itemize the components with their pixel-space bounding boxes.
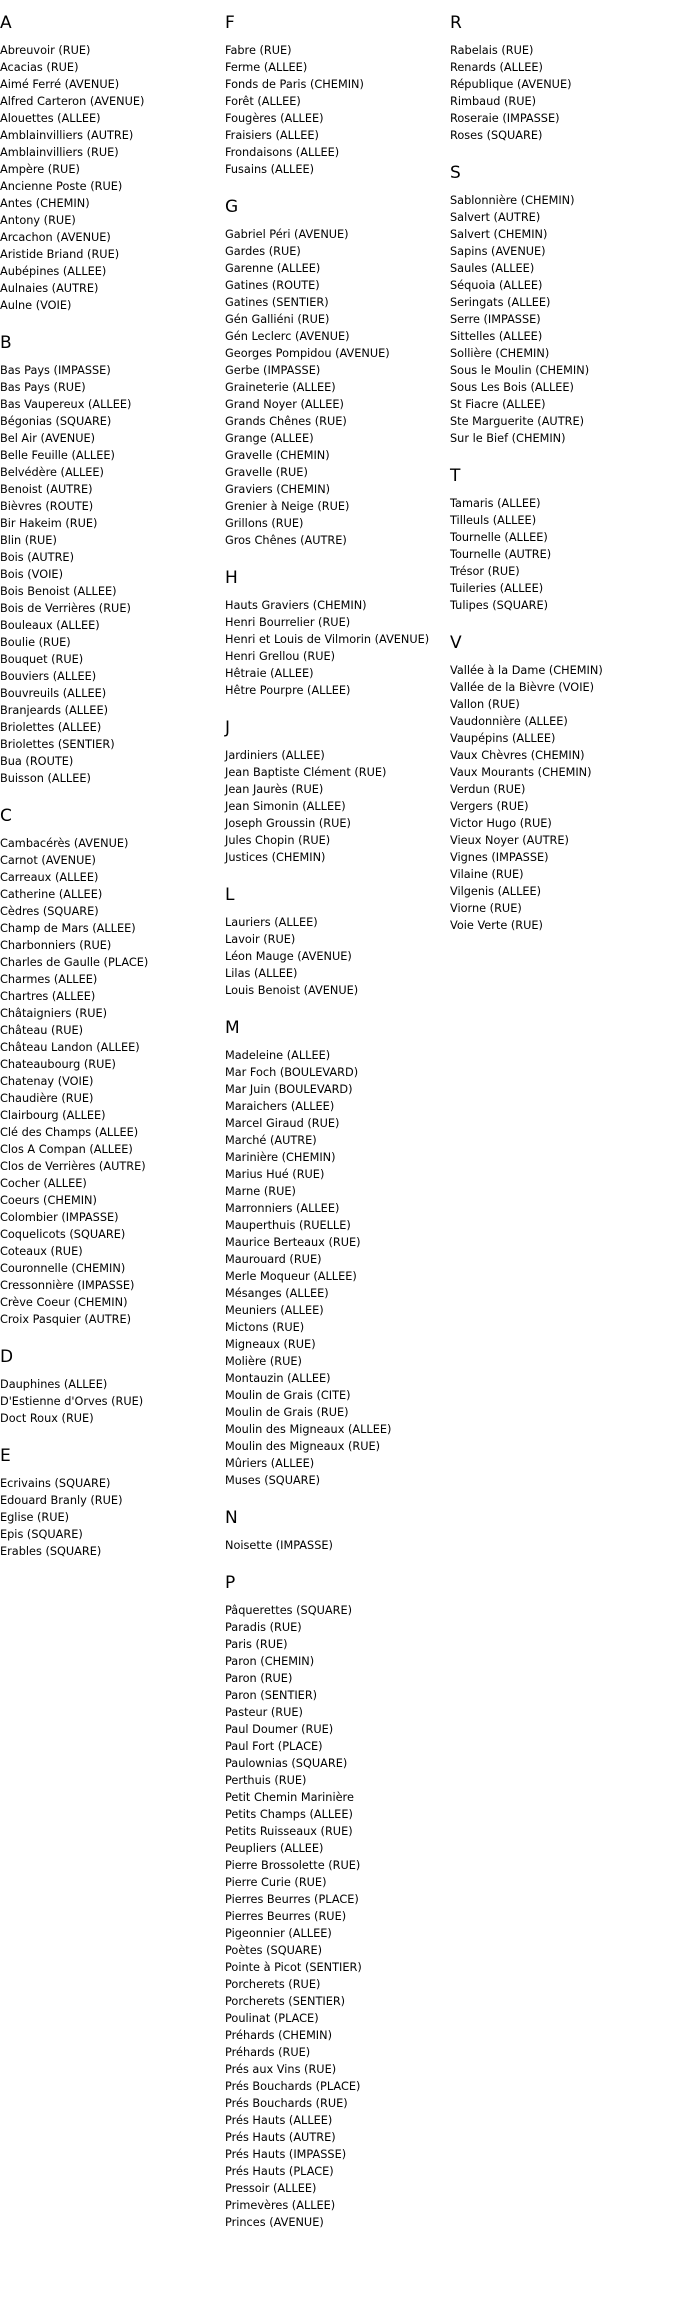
street-entry: Château Landon (ALLEE): [0, 1041, 140, 1054]
street-entry: Ferme (ALLEE): [225, 61, 308, 74]
section-letter-heading: S: [450, 163, 461, 183]
street-entry: Branjeards (ALLEE): [0, 704, 108, 717]
street-entry: Petit Chemin Marinière: [225, 1791, 354, 1804]
street-entry: Marronniers (ALLEE): [225, 1202, 340, 1215]
section-letter-heading: G: [225, 197, 239, 217]
street-entry: Benoist (AUTRE): [0, 483, 93, 496]
street-entry: Perthuis (RUE): [225, 1774, 307, 1787]
street-entry: Gén Galliéni (RUE): [225, 313, 330, 326]
section-letter-heading: F: [225, 13, 235, 33]
street-entry: Vaupépins (ALLEE): [450, 732, 556, 745]
street-entry: Muses (SQUARE): [225, 1474, 321, 1487]
street-entry: Aulnaies (AUTRE): [0, 282, 99, 295]
street-entry: Marius Hué (RUE): [225, 1168, 325, 1181]
letter-section: [225, 1018, 445, 1489]
street-entry: Arcachon (AVENUE): [0, 231, 111, 244]
letter-section: [0, 333, 220, 787]
street-entry: Coteaux (RUE): [0, 1245, 83, 1258]
street-entry: Vaux Chèvres (CHEMIN): [450, 749, 585, 762]
street-entry: Charles de Gaulle (PLACE): [0, 956, 149, 969]
street-entry: Gatines (SENTIER): [225, 296, 329, 309]
section-letter-heading: C: [0, 806, 12, 826]
street-entry: Renards (ALLEE): [450, 61, 543, 74]
street-entry: Belvédère (ALLEE): [0, 466, 104, 479]
street-entry: Buisson (ALLEE): [0, 772, 91, 785]
section-letter-heading: P: [225, 1573, 236, 1593]
street-entry: Molière (RUE): [225, 1355, 302, 1368]
street-entry: Fraisiers (ALLEE): [225, 129, 319, 142]
street-entry: Serre (IMPASSE): [450, 313, 541, 326]
street-entry: Rabelais (RUE): [450, 44, 534, 57]
section-letter-heading: V: [450, 633, 462, 653]
street-entry: Ancienne Poste (RUE): [0, 180, 123, 193]
index-column-3: [450, 4, 670, 953]
letter-section: [0, 806, 220, 1328]
street-entry: Maurice Berteaux (RUE): [225, 1236, 361, 1249]
street-entry: Préhards (CHEMIN): [225, 2029, 333, 2042]
street-entry: Gén Leclerc (AVENUE): [225, 330, 350, 343]
street-entry: Joseph Groussin (RUE): [225, 817, 351, 830]
street-entry: Erables (SQUARE): [0, 1545, 102, 1558]
street-entry: Croix Pasquier (AUTRE): [0, 1313, 132, 1326]
street-entry: Sur le Bief (CHEMIN): [450, 432, 566, 445]
street-entry: Bégonias (SQUARE): [0, 415, 112, 428]
street-entry: Bir Hakeim (RUE): [0, 517, 98, 530]
street-entry: Carnot (AVENUE): [0, 854, 96, 867]
street-entry: Aubépines (ALLEE): [0, 265, 107, 278]
street-entry: Préhards (RUE): [225, 2046, 311, 2059]
street-entry: Vaux Mourants (CHEMIN): [450, 766, 592, 779]
street-entry: Madeleine (ALLEE): [225, 1049, 331, 1062]
street-entry: Coquelicots (SQUARE): [0, 1228, 126, 1241]
street-entry: Blin (RUE): [0, 534, 57, 547]
street-entry: Paul Fort (PLACE): [225, 1740, 323, 1753]
street-entry: Petits Ruisseaux (RUE): [225, 1825, 353, 1838]
street-entry: Prés Hauts (ALLEE): [225, 2114, 333, 2127]
street-entry: Gravelle (CHEMIN): [225, 449, 330, 462]
letter-section: [225, 1508, 445, 1554]
street-entry: Vallée de la Bièvre (VOIE): [450, 681, 595, 694]
street-entry: Carreaux (ALLEE): [0, 871, 99, 884]
street-entry: Cressonnière (IMPASSE): [0, 1279, 135, 1292]
street-entry: Sittelles (ALLEE): [450, 330, 543, 343]
street-entry: Catherine (ALLEE): [0, 888, 103, 901]
letter-section: [0, 13, 220, 314]
section-letter-heading: T: [450, 466, 461, 486]
street-entry: Migneaux (RUE): [225, 1338, 316, 1351]
street-entry: Justices (CHEMIN): [225, 851, 326, 864]
street-entry: Paron (RUE): [225, 1672, 293, 1685]
street-entry: Victor Hugo (RUE): [450, 817, 552, 830]
street-entry: Chateaubourg (RUE): [0, 1058, 116, 1071]
street-entry: Vignes (IMPASSE): [450, 851, 549, 864]
street-entry: Merle Moqueur (ALLEE): [225, 1270, 357, 1283]
street-entry: Grillons (RUE): [225, 517, 304, 530]
street-entry: Mictons (RUE): [225, 1321, 305, 1334]
street-entry: Bas Pays (RUE): [0, 381, 86, 394]
street-entry: Mûriers (ALLEE): [225, 1457, 315, 1470]
street-entry: Salvert (AUTRE): [450, 211, 541, 224]
street-entry: Epis (SQUARE): [0, 1528, 83, 1541]
street-entry: Abreuvoir (RUE): [0, 44, 91, 57]
street-entry: Roses (SQUARE): [450, 129, 543, 142]
section-letter-heading: B: [0, 333, 12, 353]
street-entry: Louis Benoist (AVENUE): [225, 984, 359, 997]
street-entry: Forêt (ALLEE): [225, 95, 301, 108]
street-entry: Vergers (RUE): [450, 800, 529, 813]
street-entry: Paradis (RUE): [225, 1621, 302, 1634]
street-entry: Sollière (CHEMIN): [450, 347, 550, 360]
street-entry: Crève Coeur (CHEMIN): [0, 1296, 128, 1309]
street-entry: Château (RUE): [0, 1024, 84, 1037]
street-entry: Grands Chênes (RUE): [225, 415, 347, 428]
street-entry: Moulin de Grais (CITE): [225, 1389, 351, 1402]
street-entry: Chatenay (VOIE): [0, 1075, 94, 1088]
letter-section: [0, 1347, 220, 1427]
street-entry: Chaudière (RUE): [0, 1092, 94, 1105]
street-entry: Graineterie (ALLEE): [225, 381, 336, 394]
street-entry: Coeurs (CHEMIN): [0, 1194, 97, 1207]
street-entry: Hauts Graviers (CHEMIN): [225, 599, 367, 612]
street-entry: Jardiniers (ALLEE): [225, 749, 325, 762]
street-entry: Vilgenis (ALLEE): [450, 885, 542, 898]
section-letter-heading: E: [0, 1446, 11, 1466]
street-entry: Peupliers (ALLEE): [225, 1842, 324, 1855]
section-letter-heading: D: [0, 1347, 14, 1367]
index-column-1: [0, 4, 220, 1579]
street-entry: Sous Les Bois (ALLEE): [450, 381, 574, 394]
street-entry: Bois (AUTRE): [0, 551, 74, 564]
section-letter-heading: N: [225, 1508, 238, 1528]
street-entry: Alfred Carteron (AVENUE): [0, 95, 145, 108]
street-entry: Bas Vaupereux (ALLEE): [0, 398, 132, 411]
letter-section: [450, 633, 670, 934]
street-entry: Marne (RUE): [225, 1185, 296, 1198]
street-entry: Garenne (ALLEE): [225, 262, 321, 275]
street-entry: Princes (AVENUE): [225, 2216, 324, 2229]
street-entry: Clairbourg (ALLEE): [0, 1109, 106, 1122]
street-entry: République (AVENUE): [450, 78, 572, 91]
street-entry: Séquoia (ALLEE): [450, 279, 543, 292]
street-entry: Maraichers (ALLEE): [225, 1100, 335, 1113]
street-entry: Pierres Beurres (PLACE): [225, 1893, 359, 1906]
street-entry: Moulin des Migneaux (RUE): [225, 1440, 381, 1453]
street-entry: Meuniers (ALLEE): [225, 1304, 324, 1317]
street-entry: Prés aux Vins (RUE): [225, 2063, 337, 2076]
street-entry: Pressoir (ALLEE): [225, 2182, 317, 2195]
street-entry: Prés Bouchards (RUE): [225, 2097, 348, 2110]
street-entry: Clos de Verrières (AUTRE): [0, 1160, 146, 1173]
street-entry: Tournelle (AUTRE): [450, 548, 552, 561]
street-entry: Bois de Verrières (RUE): [0, 602, 131, 615]
street-entry: Jean Simonin (ALLEE): [225, 800, 346, 813]
street-entry: Fougères (ALLEE): [225, 112, 324, 125]
street-entry: Salvert (CHEMIN): [450, 228, 548, 241]
street-entry: Doct Roux (RUE): [0, 1412, 94, 1425]
street-entry: Porcherets (SENTIER): [225, 1995, 346, 2008]
street-entry: Pasteur (RUE): [225, 1706, 303, 1719]
street-entry: Saules (ALLEE): [450, 262, 535, 275]
street-entry: Mar Foch (BOULEVARD): [225, 1066, 359, 1079]
section-letter-heading: J: [225, 718, 231, 738]
street-entry: Fonds de Paris (CHEMIN): [225, 78, 364, 91]
street-entry: Prés Hauts (AUTRE): [225, 2131, 336, 2144]
street-entry: Vilaine (RUE): [450, 868, 524, 881]
letter-section: [225, 1573, 445, 2231]
street-entry: Graviers (CHEMIN): [225, 483, 331, 496]
street-entry: Tuileries (ALLEE): [450, 582, 544, 595]
street-entry: Fusains (ALLEE): [225, 163, 315, 176]
street-entry: Gardes (RUE): [225, 245, 301, 258]
street-entry: Jean Jaurès (RUE): [225, 783, 324, 796]
street-entry: Pointe à Picot (SENTIER): [225, 1961, 362, 1974]
street-entry: Ampère (RUE): [0, 163, 80, 176]
street-entry: Eglise (RUE): [0, 1511, 70, 1524]
street-entry: Acacias (RUE): [0, 61, 79, 74]
street-entry: Tamaris (ALLEE): [450, 497, 541, 510]
letter-section: [450, 163, 670, 447]
street-entry: Bouvreuils (ALLEE): [0, 687, 107, 700]
section-letter-heading: A: [0, 13, 12, 33]
street-entry: Aristide Briand (RUE): [0, 248, 120, 261]
street-entry: Jean Baptiste Clément (RUE): [225, 766, 387, 779]
street-entry: Prés Bouchards (PLACE): [225, 2080, 361, 2093]
street-entry: Vieux Noyer (AUTRE): [450, 834, 569, 847]
street-entry: Pierre Brossolette (RUE): [225, 1859, 361, 1872]
street-entry: Mauperthuis (RUELLE): [225, 1219, 351, 1232]
street-entry: Pigeonnier (ALLEE): [225, 1927, 332, 1940]
street-entry: Boulie (RUE): [0, 636, 71, 649]
street-entry: Lilas (ALLEE): [225, 967, 298, 980]
letter-section: [225, 885, 445, 999]
street-entry: Grange (ALLEE): [225, 432, 314, 445]
street-entry: Mar Juin (BOULEVARD): [225, 1083, 353, 1096]
street-entry: Bouleaux (ALLEE): [0, 619, 100, 632]
street-entry: Jules Chopin (RUE): [225, 834, 331, 847]
street-entry: Cambacérès (AVENUE): [0, 837, 129, 850]
street-entry: Porcherets (RUE): [225, 1978, 321, 1991]
street-entry: Mésanges (ALLEE): [225, 1287, 329, 1300]
street-entry: Grand Noyer (ALLEE): [225, 398, 344, 411]
street-entry: Gros Chênes (AUTRE): [225, 534, 347, 547]
letter-section: [225, 197, 445, 549]
letter-section: [225, 568, 445, 699]
letter-section: [225, 718, 445, 866]
street-entry: Bua (ROUTE): [0, 755, 74, 768]
street-entry: Henri Bourrelier (RUE): [225, 616, 351, 629]
street-entry: Marcel Giraud (RUE): [225, 1117, 340, 1130]
street-entry: Sous le Moulin (CHEMIN): [450, 364, 590, 377]
street-entry: Petits Champs (ALLEE): [225, 1808, 353, 1821]
street-entry: Tilleuls (ALLEE): [450, 514, 537, 527]
street-entry: Aulne (VOIE): [0, 299, 72, 312]
street-entry: Tulipes (SQUARE): [450, 599, 549, 612]
street-entry: Hêtre Pourpre (ALLEE): [225, 684, 351, 697]
street-entry: Bas Pays (IMPASSE): [0, 364, 111, 377]
street-entry: Aimé Ferré (AVENUE): [0, 78, 120, 91]
letter-section: [0, 1446, 220, 1560]
street-entry: Trésor (RUE): [450, 565, 520, 578]
section-letter-heading: L: [225, 885, 235, 905]
street-entry: Bois Benoist (ALLEE): [0, 585, 117, 598]
section-letter-heading: H: [225, 568, 238, 588]
street-entry: Bouquet (RUE): [0, 653, 84, 666]
street-entry: Paron (CHEMIN): [225, 1655, 315, 1668]
street-entry: Paris (RUE): [225, 1638, 288, 1651]
street-entry: Briolettes (SENTIER): [0, 738, 115, 751]
street-entry: Noisette (IMPASSE): [225, 1539, 333, 1552]
street-entry: Paul Doumer (RUE): [225, 1723, 334, 1736]
street-entry: Moulin de Grais (RUE): [225, 1406, 349, 1419]
street-entry: Couronnelle (CHEMIN): [0, 1262, 126, 1275]
street-entry: Henri et Louis de Vilmorin (AVENUE): [225, 633, 430, 646]
street-entry: Bel Air (AVENUE): [0, 432, 96, 445]
section-letter-heading: M: [225, 1018, 240, 1038]
street-entry: Clé des Champs (ALLEE): [0, 1126, 139, 1139]
street-entry: Pierres Beurres (RUE): [225, 1910, 347, 1923]
street-entry: St Fiacre (ALLEE): [450, 398, 546, 411]
section-letter-heading: R: [450, 13, 462, 33]
street-entry: Belle Feuille (ALLEE): [0, 449, 115, 462]
street-entry: Amblainvilliers (RUE): [0, 146, 119, 159]
street-entry: Cocher (ALLEE): [0, 1177, 87, 1190]
street-entry: Paulownias (SQUARE): [225, 1757, 348, 1770]
street-entry: Primevères (ALLEE): [225, 2199, 336, 2212]
street-entry: Prés Hauts (IMPASSE): [225, 2148, 347, 2161]
street-entry: Alouettes (ALLEE): [0, 112, 101, 125]
street-entry: Vallon (RUE): [450, 698, 520, 711]
street-entry: Henri Grellou (RUE): [225, 650, 336, 663]
street-entry: Gabriel Péri (AVENUE): [225, 228, 349, 241]
street-entry: Fabre (RUE): [225, 44, 292, 57]
street-entry: Voie Verte (RUE): [450, 919, 543, 932]
street-entry: Charbonniers (RUE): [0, 939, 112, 952]
street-entry: Châtaigniers (RUE): [0, 1007, 108, 1020]
street-entry: Chartres (ALLEE): [0, 990, 96, 1003]
street-entry: Maurouard (RUE): [225, 1253, 322, 1266]
street-entry: Viorne (RUE): [450, 902, 522, 915]
street-entry: Antony (RUE): [0, 214, 76, 227]
street-entry: Edouard Branly (RUE): [0, 1494, 123, 1507]
street-entry: Lauriers (ALLEE): [225, 916, 318, 929]
street-entry: Ecrivains (SQUARE): [0, 1477, 111, 1490]
street-entry: Poètes (SQUARE): [225, 1944, 322, 1957]
letter-section: [225, 13, 445, 178]
street-entry: Sapins (AVENUE): [450, 245, 546, 258]
street-entry: Gravelle (RUE): [225, 466, 308, 479]
street-entry: Bouviers (ALLEE): [0, 670, 97, 683]
street-entry: Moulin des Migneaux (ALLEE): [225, 1423, 392, 1436]
street-entry: Pierre Curie (RUE): [225, 1876, 327, 1889]
street-entry: Hêtraie (ALLEE): [225, 667, 314, 680]
street-entry: Tournelle (ALLEE): [450, 531, 548, 544]
street-entry: Rimbaud (RUE): [450, 95, 537, 108]
street-entry: Montauzin (ALLEE): [225, 1372, 331, 1385]
street-entry: Lavoir (RUE): [225, 933, 296, 946]
street-entry: Frondaisons (ALLEE): [225, 146, 340, 159]
street-entry: Vaudonnière (ALLEE): [450, 715, 568, 728]
street-entry: Clos A Compan (ALLEE): [0, 1143, 133, 1156]
street-entry: Marinière (CHEMIN): [225, 1151, 336, 1164]
street-entry: Léon Mauge (AVENUE): [225, 950, 352, 963]
street-entry: Bièvres (ROUTE): [0, 500, 94, 513]
street-entry: Cèdres (SQUARE): [0, 905, 99, 918]
street-entry: Verdun (RUE): [450, 783, 526, 796]
street-entry: Vallée à la Dame (CHEMIN): [450, 664, 603, 677]
street-entry: Champ de Mars (ALLEE): [0, 922, 136, 935]
street-entry: Pâquerettes (SQUARE): [225, 1604, 353, 1617]
letter-section: [450, 13, 670, 144]
street-entry: Colombier (IMPASSE): [0, 1211, 119, 1224]
letter-section: [450, 466, 670, 614]
street-entry: Georges Pompidou (AVENUE): [225, 347, 390, 360]
street-entry: Bois (VOIE): [0, 568, 63, 581]
street-entry: Grenier à Neige (RUE): [225, 500, 350, 513]
street-entry: Briolettes (ALLEE): [0, 721, 102, 734]
street-entry: Dauphines (ALLEE): [0, 1378, 108, 1391]
street-entry: Charmes (ALLEE): [0, 973, 98, 986]
street-entry: Marché (AUTRE): [225, 1134, 317, 1147]
street-entry: Ste Marguerite (AUTRE): [450, 415, 584, 428]
index-column-2: [225, 4, 445, 2250]
street-entry: Seringats (ALLEE): [450, 296, 551, 309]
street-entry: Antes (CHEMIN): [0, 197, 90, 210]
street-entry: Paron (SENTIER): [225, 1689, 318, 1702]
street-entry: D'Estienne d'Orves (RUE): [0, 1395, 144, 1408]
street-entry: Amblainvilliers (AUTRE): [0, 129, 134, 142]
street-entry: Prés Hauts (PLACE): [225, 2165, 334, 2178]
street-entry: Gerbe (IMPASSE): [225, 364, 321, 377]
street-entry: Poulinat (PLACE): [225, 2012, 319, 2025]
street-entry: Gatines (ROUTE): [225, 279, 320, 292]
street-entry: Roseraie (IMPASSE): [450, 112, 560, 125]
street-entry: Sablonnière (CHEMIN): [450, 194, 575, 207]
